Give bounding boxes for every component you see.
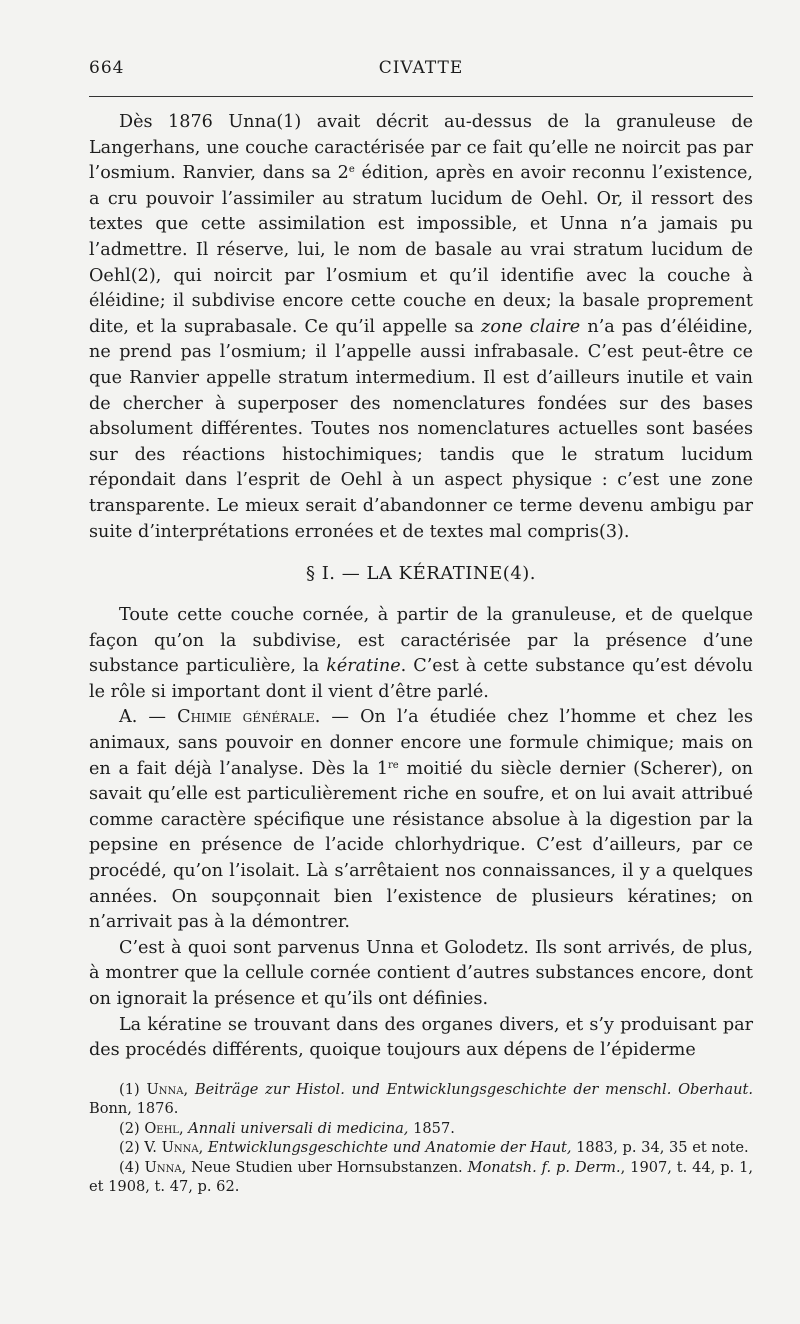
body-text	[89, 110, 753, 1197]
footnote: (1) Unna, Beiträge zur Histol. und Entwicklungsgeschichte der menschl. Oberhaut. Bonn, 1876.	[89, 1080, 754, 1118]
page	[89, 52, 754, 1196]
page-number: 664	[89, 58, 125, 78]
running-title: CIVATTE	[378, 58, 464, 78]
paragraph-5: La kératine se trouvant dans des organes divers, et s’y produisant par des procédés différents, quoique toujours aux dépens de l’épiderme	[89, 1014, 753, 1061]
footnote: (2) Oehl, Annali universali di medicina, 1857.	[119, 1119, 455, 1137]
paragraph-4: C’est à quoi sont parvenus Unna et Golodetz. Ils sont arrivés, de plus, à montrer que la cellule cornée contient d’autres substances encore, dont on ignorait la présence et qu’ils ont définies.	[89, 937, 753, 1009]
footnotes	[89, 1080, 753, 1197]
running-header	[89, 52, 753, 78]
section-heading: § I. — LA KÉRATINE(4).	[305, 563, 537, 585]
subheading-chimie-generale: Chimie générale	[177, 707, 315, 728]
paragraph-1: Dès 1876 Unna(1) avait décrit au-dessus de la granuleuse de Langerhans, une couche caractérisée par ce fait qu’elle ne noircit pas par l’osmium. Ranvier, dans sa 2e édition, après en avoir reconnu l’existence, a cru pouvoir l’assimiler au stratum lucidum de Oehl. Or, il ressort des textes que cette assimilation est impossible, et Unna n’a jamais pu l’admettre. Il réserve, lui, le nom de basale au vrai stratum lucidum de Oehl(2), qui noircit par l’osmium et qu’il identifie avec la couche à éléidine; il subdivise encore cette couche en deux; la basale proprement dite, et la suprabasale. Ce qu’il appelle sa zone claire n’a pas d’éléidine, ne prend pas l’osmium; il l’appelle aussi infrabasale. C’est peut-être ce que Ranvier appelle stratum intermedium. Il est d’ailleurs inutile et vain de chercher à superposer des nomenclatures fondées sur des bases absolument différentes. Toutes nos nomenclatures actuelles sont basées sur des réactions histochimiques; tandis que le stratum lucidum répondait dans l’esprit de Oehl à un aspect physique : c’est une zone transparente. Le mieux serait d’abandonner ce terme devenu ambigu par suite d’interprétations erronées et de textes mal compris(3).	[89, 112, 753, 542]
paragraph-2: Toute cette couche cornée, à partir de la granuleuse, et de quelque façon qu’on la subdivise, est caractérisée par la présence d’une substance particulière, la kératine. C’est à cette substance qu’est dévolu le rôle si important dont il vient d’être parlé.	[89, 605, 753, 702]
paragraph-3: A. — Chimie générale. — On l’a étudiée chez l’homme et chez les animaux, sans pouvoir en donner encore une formule chimique; mais on en a fait déjà l’analyse. Dès la 1re moitié du siècle dernier (Scherer), on savait qu’elle est particulièrement riche en soufre, et on lui avait attribué comme caractère spécifique une résistance absolue à la digestion par la pepsine en présence de l’acide chlorhydrique. C’est d’ailleurs, par ce procédé, qu’on l’isolait. Là s’arrêtaient nos connaissances, il y a quelques années. On soupçonnait bien l’existence de plusieurs kératines; on n’arrivait pas à la démontrer.	[89, 707, 753, 933]
footnote: (2) V. Unna, Entwicklungsgeschichte und Anatomie der Haut, 1883, p. 34, 35 et note.	[119, 1139, 749, 1157]
header-rule	[89, 96, 753, 97]
footnote: (4) Unna, Neue Studien uber Hornsubstanzen. Monatsh. f. p. Derm., 1907, t. 44, p. 1, et 1908, t. 47, p. 62.	[89, 1158, 754, 1196]
